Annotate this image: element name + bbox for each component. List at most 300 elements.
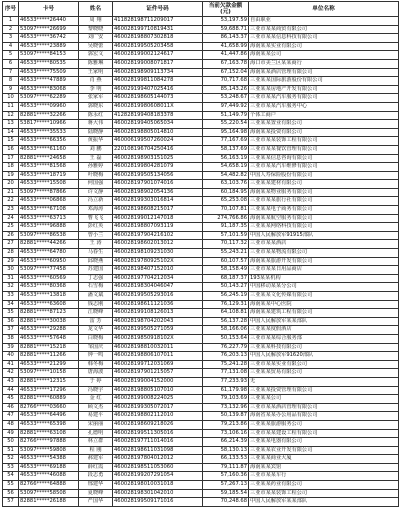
amount-owed-cell: 77,167.69	[203, 137, 249, 146]
amount-owed-cell: 59,185.54	[203, 489, 249, 498]
amount-owed-cell: 55,220.54	[203, 120, 249, 129]
card-number-cell: 82766*****64888	[19, 481, 79, 490]
card-number-cell: 46533*****09960	[19, 102, 79, 111]
amount-owed-cell: 79,111.87	[203, 463, 249, 472]
card-number-cell: 53097*****58508	[19, 489, 79, 498]
id-number-cell: 460028198805107010	[113, 386, 203, 395]
row-index-cell: 31	[3, 274, 19, 283]
amount-owed-cell: 50,143.27	[203, 283, 249, 292]
holder-name-cell: 吴晓蕾	[79, 42, 113, 51]
employer-name-cell: 三亚某某投资管理有限公司	[249, 386, 399, 395]
row-index-cell: 36	[3, 317, 19, 326]
card-number-cell: 46533*****61160	[19, 145, 79, 154]
id-number-cell: 460029199407025416	[113, 85, 203, 94]
employer-name-cell: 三亚某某科技有限公司	[249, 343, 399, 352]
card-number-cell: 46533*****60950	[19, 257, 79, 266]
id-number-cell: 460028198902054136	[113, 188, 203, 197]
card-number-cell: 82881*****44266	[19, 240, 79, 249]
card-number-cell: 53817*****10966	[19, 120, 79, 129]
card-number-cell: 46533*****06868	[19, 197, 79, 206]
table-row	[3, 386, 399, 395]
employer-name-cell: 三亚某某电器有限公司	[249, 438, 399, 447]
amount-owed-cell: 76,203.13	[203, 352, 249, 361]
row-index-cell: 56	[3, 489, 19, 498]
holder-name-cell: 刘广安	[79, 34, 113, 43]
amount-owed-cell: 56,137.28	[203, 317, 249, 326]
employer-name-cell: 三亚市某某酒店管理有限公司	[249, 403, 399, 412]
table-row	[3, 377, 399, 386]
table-row	[3, 369, 399, 378]
card-number-cell: 82881*****63108	[19, 429, 79, 438]
holder-name-cell: 周 翔	[79, 17, 113, 26]
amount-owed-cell: 66,133.53	[203, 455, 249, 464]
row-index-cell: 21	[3, 188, 19, 197]
id-number-cell: 460028199505134056	[113, 171, 203, 180]
employer-name-cell: 三亚市某某汽车维修有限公司	[249, 163, 399, 172]
row-index-cell: 18	[3, 163, 19, 172]
row-index-cell: 9	[3, 85, 19, 94]
card-number-cell: 46533*****75509	[19, 68, 79, 77]
card-number-cell: 82881*****12315	[19, 377, 79, 386]
holder-name-cell: 夏晓峰	[79, 489, 113, 498]
amount-owed-cell: 57,267.13	[203, 481, 249, 490]
amount-owed-cell: 41,658.99	[203, 42, 249, 51]
id-number-cell: 460028199002124617	[113, 51, 203, 60]
amount-owed-cell: 73,106.16	[203, 429, 249, 438]
card-number-cell: 53097*****77458	[19, 266, 79, 275]
row-index-cell: 33	[3, 292, 19, 301]
id-number-cell: 460028199008224025	[113, 395, 203, 404]
table-row	[3, 472, 399, 481]
table-row	[3, 180, 399, 189]
card-number-cell: 53097*****10158	[19, 369, 79, 378]
employer-name-cell: 三亚市某某汽车服务有限公司	[249, 94, 399, 103]
table-row	[3, 51, 399, 60]
id-number-cell: 460028197901074016	[113, 180, 203, 189]
holder-name-cell: 曾小兰	[79, 231, 113, 240]
table-row	[3, 317, 399, 326]
amount-owed-cell: 65,253.08	[203, 197, 249, 206]
id-number-cell: 460028198806107011	[113, 352, 203, 361]
id-number-cell: 460028198407152010	[113, 266, 203, 275]
id-number-cell: 46002819850918102X	[113, 334, 203, 343]
table-row	[3, 111, 399, 120]
table-row	[3, 309, 399, 318]
row-index-cell: 2	[3, 25, 19, 34]
row-index-cell: 41	[3, 360, 19, 369]
card-number-cell: 53097*****86538	[19, 231, 79, 240]
row-index-cell: 17	[3, 154, 19, 163]
table-row	[3, 395, 399, 404]
table-row	[3, 171, 399, 180]
holder-name-cell: 龙文华	[79, 326, 113, 335]
employer-name-cell: 海南某某酒店管理有限公司	[249, 68, 399, 77]
holder-name-cell: 张家军	[79, 94, 113, 103]
amount-owed-cell: 54,658.19	[203, 163, 249, 172]
id-number-cell: 460028199008071817	[113, 59, 203, 68]
employer-name-cell: 三亚市某某车行	[249, 472, 399, 481]
employer-name-cell: 三亚市某某综合服务部	[249, 334, 399, 343]
table-header	[3, 2, 399, 17]
id-number-cell: 411828198711209017	[113, 17, 203, 26]
holder-name-cell: 郝建军	[79, 455, 113, 464]
row-index-cell: 34	[3, 300, 19, 309]
table-row	[3, 197, 399, 206]
amount-owed-cell: 79,103.69	[203, 395, 249, 404]
employer-name-cell: 海南某某公司	[249, 51, 399, 60]
table-row	[3, 446, 399, 455]
holder-name-cell: 蒋大伟	[79, 120, 113, 129]
id-number-cell: 460028198704202043	[113, 317, 203, 326]
row-index-cell: 54	[3, 472, 19, 481]
holder-name-cell: 李 明	[79, 85, 113, 94]
amount-owed-cell: 41,447.86	[203, 51, 249, 60]
row-index-cell: 46	[3, 403, 19, 412]
amount-owed-cell: 85,143.26	[203, 85, 249, 94]
id-number-cell: 460028197704212034	[113, 274, 203, 283]
amount-owed-cell: 58,158.49	[203, 266, 249, 275]
table-row	[3, 77, 399, 86]
row-index-cell: 57	[3, 498, 19, 507]
card-number-cell: 46533*****17296	[19, 386, 79, 395]
card-number-cell: 53097*****87866	[19, 188, 79, 197]
col-header-id-number: 证件号码	[113, 2, 203, 17]
holder-name-cell: 苏建国	[79, 266, 113, 275]
holder-name-cell: 潘文斌	[79, 292, 113, 301]
employer-name-cell: 三亚某某网络科技有限公司	[249, 223, 399, 232]
card-number-cell: 46533*****64780	[19, 249, 79, 258]
amount-owed-cell: 50,139.87	[203, 412, 249, 421]
card-number-cell: 53097*****62289	[19, 94, 79, 103]
holder-name-cell: 江晓峰	[79, 309, 113, 318]
table-row	[3, 25, 399, 34]
holder-name-cell: 顾文杰	[79, 403, 113, 412]
row-index-cell: 5	[3, 51, 19, 60]
amount-owed-cell: 53,248.67	[203, 94, 249, 103]
row-index-cell: 12	[3, 111, 19, 120]
id-number-cell: 46002819780925102X	[113, 257, 203, 266]
row-index-cell: 49	[3, 429, 19, 438]
id-number-cell: 460028199012147018	[113, 214, 203, 223]
table-row	[3, 403, 399, 412]
table-row	[3, 120, 399, 129]
col-header-card-number: 卡号	[19, 2, 79, 17]
table-row	[3, 352, 399, 361]
holder-name-cell: 易建平	[79, 412, 113, 421]
table-row	[3, 498, 399, 507]
card-number-cell: 46533*****81568	[19, 163, 79, 172]
id-number-cell: 220108196704250416	[113, 145, 203, 154]
holder-name-cell: 冯晓宇	[79, 386, 113, 395]
header-row	[3, 2, 399, 17]
card-number-cell: 46533*****15508	[19, 180, 79, 189]
row-index-cell: 45	[3, 395, 19, 404]
id-number-cell: 460028199505271059	[113, 326, 203, 335]
holder-name-cell: 林立群	[79, 438, 113, 447]
employer-name-cell: 三亚市某某装饰工程公司	[249, 489, 399, 498]
row-index-cell: 52	[3, 455, 19, 464]
holder-name-cell: 钟一鸣	[79, 352, 113, 361]
amount-owed-cell: 57,101.59	[203, 231, 249, 240]
employer-name-cell: 个体工商户	[249, 111, 399, 120]
holder-name-cell: 宋丽丽	[79, 420, 113, 429]
employer-name-cell: 三亚某某药业有限公司	[249, 481, 399, 490]
amount-owed-cell: 58,137.69	[203, 145, 249, 154]
card-number-cell: 46533*****13818	[19, 292, 79, 301]
employer-name-cell: 三亚某某国际旅游股份有限公司	[249, 77, 399, 86]
holder-name-cell: 郭宏文	[79, 51, 113, 60]
table-row	[3, 94, 399, 103]
row-index-cell: 7	[3, 68, 19, 77]
employer-name-cell: 193某某机构	[249, 274, 399, 283]
row-index-cell: 48	[3, 420, 19, 429]
employer-name-cell: 三亚某某农业开发有限公司	[249, 446, 399, 455]
holder-name-cell: 马春生	[79, 249, 113, 258]
amount-owed-cell: 56,163.19	[203, 154, 249, 163]
holder-name-cell: 肖 燕	[79, 77, 113, 86]
card-number-cell: 53097*****59808	[19, 446, 79, 455]
amount-owed-cell: 63,103.76	[203, 180, 249, 189]
id-number-cell: 460028198605144073	[113, 94, 203, 103]
employer-name-cell: 海南省某某办公用品有限公司	[249, 412, 399, 421]
card-number-cell: 53097*****84153	[19, 51, 79, 60]
card-number-cell: 46533*****60569	[19, 274, 79, 283]
employer-name-cell: 中国人民解放军91915部队	[249, 231, 399, 240]
card-number-cell: 82881*****26188	[19, 498, 79, 507]
card-number-cell: 82881*****24658	[19, 154, 79, 163]
card-number-cell: 46533*****66356	[19, 137, 79, 146]
holder-name-cell: 段志勇	[79, 472, 113, 481]
id-number-cell: 460028199305072017	[113, 403, 203, 412]
employer-name-cell: 海南某某建筑工程有限公司	[249, 309, 399, 318]
row-index-cell: 23	[3, 206, 19, 215]
card-number-cell: 46533*****47889	[19, 77, 79, 86]
row-index-cell: 22	[3, 197, 19, 206]
holder-name-cell: 严国华	[79, 498, 113, 507]
id-number-cell: 460028199108126013	[113, 309, 203, 318]
holder-name-cell: 邢建华	[79, 481, 113, 490]
table-row	[3, 292, 399, 301]
id-number-cell: 460028198807093119	[113, 223, 203, 232]
employer-name-cell: 三亚某某度假酒店	[249, 326, 399, 335]
amount-owed-cell: 66,214.39	[203, 438, 249, 447]
table-row	[3, 274, 399, 283]
table-row	[3, 231, 399, 240]
row-index-cell: 43	[3, 377, 19, 386]
card-number-cell: 46533*****23889	[19, 42, 79, 51]
id-number-cell: 460028199505293016	[113, 292, 203, 301]
table-body	[3, 17, 399, 507]
amount-owed-cell: 70,117.32	[203, 240, 249, 249]
amount-owed-cell: 57,160.36	[203, 472, 249, 481]
table-row	[3, 489, 399, 498]
employer-name-cell: 三亚市某某信息科技有限公司	[249, 34, 399, 43]
holder-name-cell: 陈永红	[79, 111, 113, 120]
employer-name-cell: 海南某某物业服务有限公司	[249, 188, 399, 197]
amount-owed-cell: 70,107.81	[203, 206, 249, 215]
row-index-cell: 16	[3, 145, 19, 154]
amount-owed-cell: 68,187.37	[203, 274, 249, 283]
col-header-amount-owed: 当前欠款金额(元)	[203, 2, 249, 17]
row-index-cell: 51	[3, 446, 19, 455]
id-number-cell: 460028199511305016	[113, 429, 203, 438]
amount-owed-cell: 77,131.08	[203, 369, 249, 378]
holder-name-cell: 邹国庆	[79, 343, 113, 352]
id-number-cell: 460028199303016814	[113, 197, 203, 206]
id-number-cell: 412828199408183378	[113, 111, 203, 120]
table-row	[3, 334, 399, 343]
row-index-cell: 39	[3, 343, 19, 352]
row-index-cell: 29	[3, 257, 19, 266]
id-number-cell: 460028199505203458	[113, 42, 203, 51]
amount-owed-cell: 59,688.71	[203, 25, 249, 34]
amount-owed-cell: 60,184.95	[203, 188, 249, 197]
amount-owed-cell: 54,482.82	[203, 171, 249, 180]
amount-owed-cell: 76,129.31	[203, 300, 249, 309]
holder-name-cell: 邱晓燕	[79, 257, 113, 266]
row-index-cell: 27	[3, 240, 19, 249]
col-header-employer: 单位名称	[249, 2, 399, 17]
amount-owed-cell: 60,107.57	[203, 257, 249, 266]
employer-name-cell: 无	[249, 377, 399, 386]
table-row	[3, 68, 399, 77]
row-index-cell: 20	[3, 180, 19, 189]
holder-name-cell: 何国强	[79, 180, 113, 189]
holder-name-cell: 陈雅琳	[79, 59, 113, 68]
card-number-cell: 82881*****11266	[19, 352, 79, 361]
row-index-cell: 19	[3, 171, 19, 180]
holder-name-cell: 程 刚	[79, 446, 113, 455]
card-number-cell: 46533*****57648	[19, 334, 79, 343]
card-number-cell: 46533*****29288	[19, 326, 79, 335]
row-index-cell: 1	[3, 17, 19, 26]
employer-name-cell: 三亚某某文化传媒有限公司	[249, 292, 399, 301]
table-row	[3, 128, 399, 137]
holder-name-cell: 白晓梅	[79, 334, 113, 343]
table-row	[3, 102, 399, 111]
amount-owed-cell: 77,233.93	[203, 377, 249, 386]
id-number-cell: 460028199811084278	[113, 77, 203, 86]
employer-name-cell: 中国人寿保险股份有限公司	[249, 171, 399, 180]
row-index-cell: 10	[3, 94, 19, 103]
holder-name-cell: 王 涛	[79, 240, 113, 249]
row-index-cell: 40	[3, 352, 19, 361]
holder-name-cell: 孔德明	[79, 429, 113, 438]
table-row	[3, 300, 399, 309]
holder-name-cell: 唐海波	[79, 369, 113, 378]
holder-name-cell: 邓海涛	[79, 206, 113, 215]
row-index-cell: 30	[3, 266, 19, 275]
employer-name-cell: 三亚某某公司	[249, 395, 399, 404]
id-number-cell: 460028198609218026	[113, 420, 203, 429]
id-number-cell: 460028199405065034	[113, 120, 203, 129]
row-index-cell: 44	[3, 386, 19, 395]
row-index-cell: 26	[3, 231, 19, 240]
row-index-cell: 24	[3, 214, 19, 223]
amount-owed-cell: 53,197.59	[203, 17, 249, 26]
card-number-cell: 46533*****63713	[19, 214, 79, 223]
id-number-cell: 460028199712031069	[113, 360, 203, 369]
employer-name-cell: 三亚市某某日用品商店	[249, 266, 399, 275]
employer-name-cell: 三亚市某某餐饮管理有限公司	[249, 145, 399, 154]
row-index-cell: 37	[3, 326, 19, 335]
table-row	[3, 137, 399, 146]
employer-name-cell: 三亚市某某酒店	[249, 240, 399, 249]
id-number-cell: 460028199207291054	[113, 472, 203, 481]
row-index-cell: 4	[3, 42, 19, 51]
employer-name-cell: 三亚市某某装饰工程有限公司	[249, 137, 399, 146]
table-row	[3, 145, 399, 154]
employer-name-cell: 三亚市某某汽车服务中心	[249, 102, 399, 111]
amount-owed-cell: 67,163.78	[203, 59, 249, 68]
row-index-cell: 14	[3, 128, 19, 137]
holder-name-cell: 黎晓晓	[79, 25, 113, 34]
amount-owed-cell: 76,227.79	[203, 343, 249, 352]
holder-name-cell: 于 婷	[79, 377, 113, 386]
id-number-cell: 460028199710819431	[113, 25, 203, 34]
id-number-cell: 460028198805014810	[113, 128, 203, 137]
table-row	[3, 42, 399, 51]
amount-owed-cell: 79,213.86	[203, 420, 249, 429]
table-row	[3, 34, 399, 43]
table-row	[3, 240, 399, 249]
employer-name-cell: 海南某某实业有限公司	[249, 42, 399, 51]
employer-name-cell: 三亚某某电子商务有限公司	[249, 206, 399, 215]
card-number-cell: 82881*****15218	[19, 343, 79, 352]
employer-name-cell: 三亚某某商业大厦	[249, 455, 399, 464]
employer-name-cell: 中国人民解放军91620部队	[249, 352, 399, 361]
id-number-cell: 460028198304046047	[113, 283, 203, 292]
table-row	[3, 249, 399, 258]
amount-owed-cell: 67,152.04	[203, 68, 249, 77]
row-index-cell: 3	[3, 34, 19, 43]
holder-name-cell: 曹飞飞	[79, 214, 113, 223]
employer-name-cell: 海口市美兰区某某商行	[249, 59, 399, 68]
employer-name-cell: 三亚某某置业有限公司	[249, 120, 399, 129]
id-number-cell: 460028198807302818	[113, 34, 203, 43]
id-number-cell: 460028198810032011	[113, 343, 203, 352]
row-index-cell: 32	[3, 283, 19, 292]
table-row	[3, 360, 399, 369]
id-number-cell: 460028198611121036	[113, 300, 203, 309]
id-number-cell: 460028199804281079	[113, 163, 203, 172]
holder-name-cell: 石雪梅	[79, 283, 113, 292]
holder-name-cell: 黄振华	[79, 137, 113, 146]
amount-owed-cell: 274,766.86	[203, 214, 249, 223]
table-row	[3, 85, 399, 94]
amount-owed-cell: 64,108.81	[203, 309, 249, 318]
card-number-cell: 46533*****36742	[19, 34, 79, 43]
holder-name-cell: 王家明	[79, 68, 113, 77]
table-row	[3, 343, 399, 352]
id-number-cell: 460028198611031098	[113, 446, 203, 455]
holder-name-cell: 陆晓静	[79, 128, 113, 137]
holder-name-cell: 钱志刚	[79, 300, 113, 309]
row-index-cell: 11	[3, 102, 19, 111]
employer-name-cell: 中国人民解放军某某部队	[249, 498, 399, 507]
card-number-cell: 82881*****60889	[19, 395, 79, 404]
employer-name-cell: 三亚某某信息咨询有限公司	[249, 154, 399, 163]
row-index-cell: 50	[3, 438, 19, 447]
amount-owed-cell: 95,164.98	[203, 128, 249, 137]
table-row	[3, 412, 399, 421]
table-row	[3, 481, 399, 490]
table-row	[3, 326, 399, 335]
card-number-cell: 46533*****26440	[19, 17, 79, 26]
card-number-cell: 82766*****03660	[19, 403, 79, 412]
id-number-cell: 460028199509171016	[113, 498, 203, 507]
row-index-cell: 42	[3, 369, 19, 378]
